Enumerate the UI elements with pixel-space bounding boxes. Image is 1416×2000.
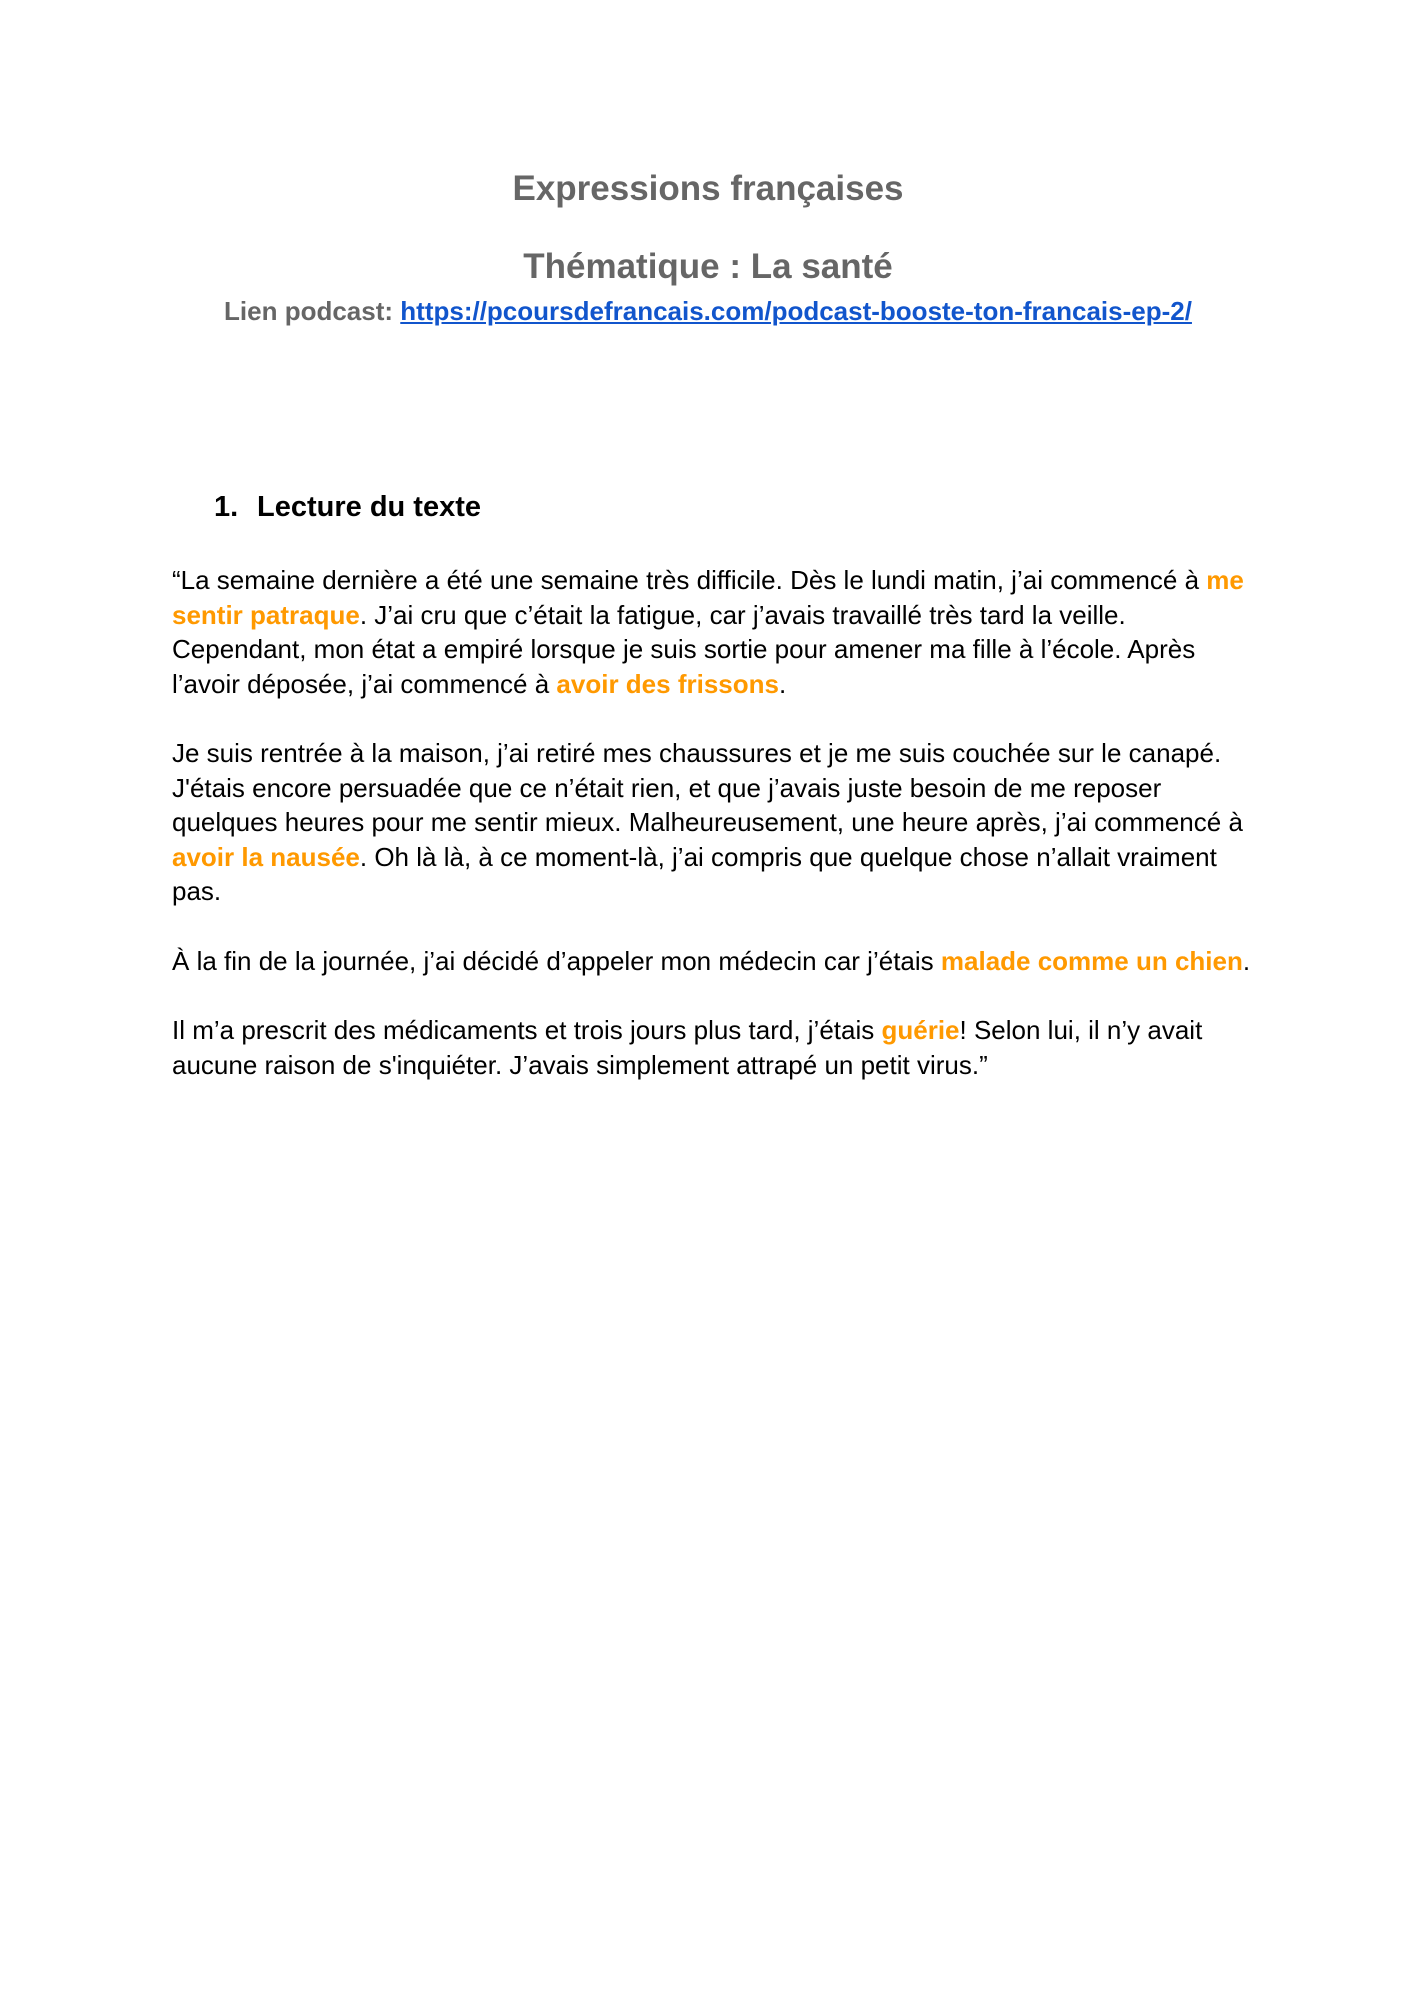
reading-text (172, 563, 1252, 1117)
paragraph-3 (172, 944, 1252, 979)
paragraph-2 (172, 736, 1252, 909)
podcast-label: Lien podcast: (224, 296, 394, 326)
paragraph-text: Je suis rentrée à la maison, j’ai retiré mes chaussures et je me suis couchée sur le canapé. J'étais encore persuadée que ce n’était rien, et que j’avais juste besoin de me reposer quelques heures pour me sentir mieux. Malheureusement, une heure après, j’ai commencé à (172, 738, 1243, 837)
paragraph-text: Il m’a prescrit des médicaments et trois jours plus tard, j’étais (172, 1015, 882, 1045)
paragraph-text: . (1242, 945, 1251, 976)
paragraph-text: . J’ai cru que c’était la fatigue, car j’avais travaillé très tard la veille. Cependant, mon état a empiré lorsque je suis sortie pour amener ma fille à l’école. Après l’avoir déposée, j’ai commencé à (172, 599, 1196, 699)
paragraph-1 (172, 563, 1252, 701)
section-number: 1. (214, 491, 239, 523)
document-title: Expressions françaises (512, 169, 904, 208)
document-subtitle: Thématique : La santé (523, 247, 893, 286)
expression-highlight: guérie (881, 1015, 960, 1045)
expression-highlight: malade comme un chien (940, 945, 1243, 976)
expression-highlight: me sentir patraque (172, 565, 1244, 630)
podcast-link[interactable]: https://pcoursdefrancais.com/podcast-booste-ton-francais-ep-2/ (400, 296, 1192, 326)
podcast-line (0, 296, 1416, 327)
paragraph-text: À la fin de la journée, j’ai décidé d’appeler mon médecin car j’étais (172, 945, 941, 976)
section-title: Lecture du texte (257, 491, 481, 523)
expression-highlight: avoir la nausée (172, 841, 360, 872)
paragraph-text: . (778, 668, 787, 699)
expression-highlight: avoir des frissons (556, 668, 779, 699)
paragraph-text: . Oh là là, à ce moment-là, j’ai compris que quelque chose n’allait vraiment pas. (172, 841, 1217, 906)
paragraph-text: “La semaine dernière a été une semaine très difficile. Dès le lundi matin, j’ai commencé à (172, 565, 1207, 595)
section-heading (214, 490, 481, 525)
paragraph-text: ! Selon lui, il n’y avait aucune raison de s'inquiéter. J’avais simplement attrapé un petit virus.” (172, 1015, 1203, 1080)
paragraph-4 (172, 1013, 1252, 1082)
